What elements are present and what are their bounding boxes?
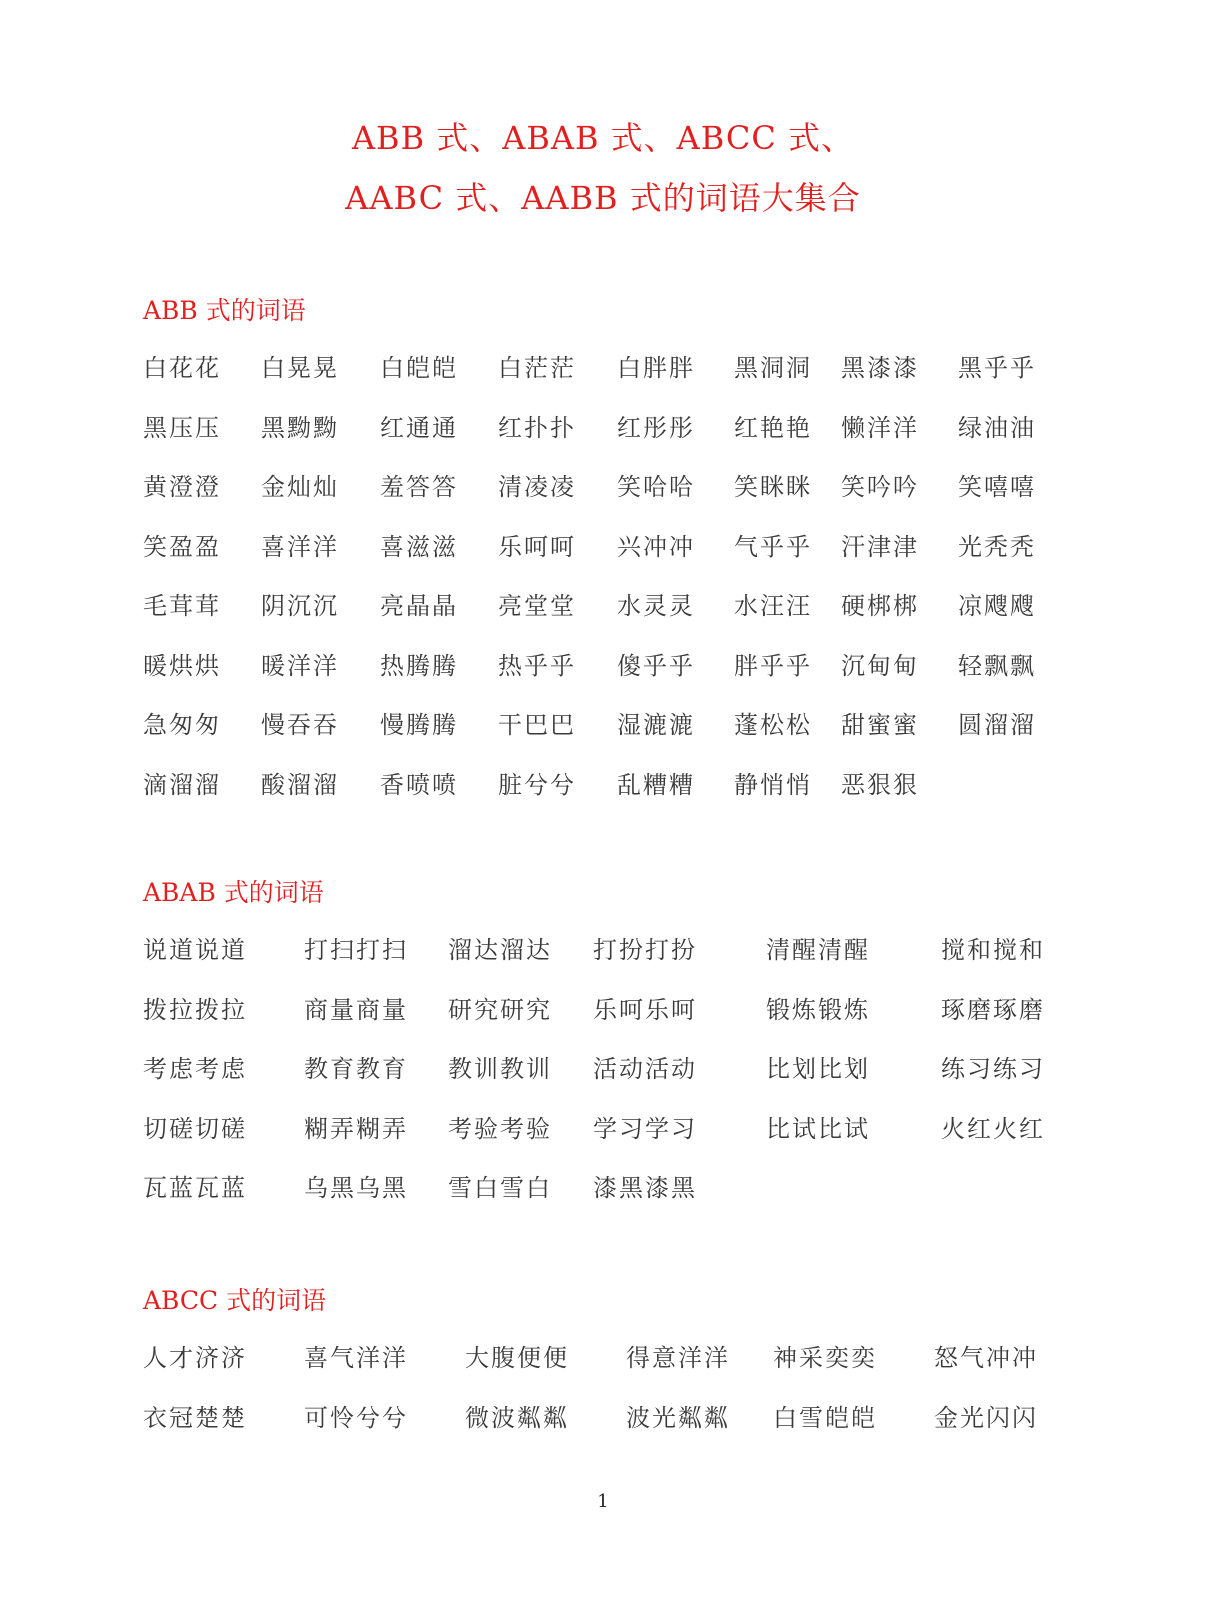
abab-word: 学习学习 bbox=[593, 1114, 697, 1143]
abab-word: 比划比划 bbox=[766, 1055, 870, 1083]
abcc-word: 怒气冲冲 bbox=[934, 1344, 1038, 1372]
abb-section-heading: ABB 式的词语 bbox=[143, 296, 306, 325]
abb-word: 羞答答 bbox=[380, 473, 458, 501]
abb-word: 乐呵呵 bbox=[498, 532, 576, 561]
document-title-line-1: ABB 式、ABAB 式、ABCC 式、 bbox=[351, 119, 855, 157]
abb-word: 干巴巴 bbox=[498, 711, 576, 739]
abb-word: 酸溜溜 bbox=[261, 770, 339, 799]
abab-word: 切磋切磋 bbox=[143, 1114, 247, 1143]
abb-word: 白茫茫 bbox=[498, 354, 576, 382]
abcc-word: 喜气洋洋 bbox=[304, 1344, 408, 1372]
abcc-word: 白雪皑皑 bbox=[773, 1403, 877, 1432]
abb-word: 急匆匆 bbox=[143, 711, 221, 739]
abb-word: 光秃秃 bbox=[958, 532, 1036, 561]
abb-word: 沉甸甸 bbox=[841, 651, 919, 680]
abb-word: 白皑皑 bbox=[380, 354, 458, 382]
abab-word: 考验考验 bbox=[448, 1114, 552, 1143]
abb-word: 湿漉漉 bbox=[617, 711, 695, 739]
abb-word: 胖乎乎 bbox=[734, 651, 812, 680]
abb-word: 亮晶晶 bbox=[380, 592, 458, 620]
abcc-word: 神采奕奕 bbox=[773, 1344, 877, 1372]
abab-word: 琢磨琢磨 bbox=[941, 995, 1045, 1024]
abb-word: 黑漆漆 bbox=[841, 354, 919, 382]
abcc-word: 可怜兮兮 bbox=[304, 1403, 408, 1432]
abab-word: 雪白雪白 bbox=[448, 1174, 552, 1202]
abb-word: 慢腾腾 bbox=[380, 711, 458, 739]
abb-word: 兴冲冲 bbox=[617, 532, 695, 561]
abb-word: 香喷喷 bbox=[380, 770, 458, 799]
abb-word: 清凌凌 bbox=[498, 473, 576, 501]
abab-word: 乌黑乌黑 bbox=[304, 1174, 408, 1202]
abab-word: 比试比试 bbox=[766, 1114, 870, 1143]
abab-word: 清醒清醒 bbox=[766, 936, 870, 964]
abab-word: 漆黑漆黑 bbox=[593, 1174, 697, 1202]
abb-word: 白花花 bbox=[143, 354, 221, 382]
abb-word: 汗津津 bbox=[841, 532, 919, 561]
abab-word: 瓦蓝瓦蓝 bbox=[143, 1174, 247, 1202]
abab-word: 溜达溜达 bbox=[448, 936, 552, 964]
abab-word: 活动活动 bbox=[593, 1055, 697, 1083]
abab-word: 乐呵乐呵 bbox=[593, 995, 697, 1024]
abb-word: 白胖胖 bbox=[617, 354, 695, 382]
abab-word: 练习练习 bbox=[941, 1055, 1045, 1083]
abb-word: 乱糟糟 bbox=[617, 770, 695, 799]
abb-word: 亮堂堂 bbox=[498, 592, 576, 620]
abb-word: 红扑扑 bbox=[498, 413, 576, 442]
abab-word: 火红火红 bbox=[941, 1114, 1045, 1143]
abb-word: 黑乎乎 bbox=[958, 354, 1036, 382]
abb-word: 黑黝黝 bbox=[261, 413, 339, 442]
abab-word: 教育教育 bbox=[304, 1055, 408, 1083]
abb-word: 轻飘飘 bbox=[958, 651, 1036, 680]
abcc-word: 得意洋洋 bbox=[626, 1344, 730, 1372]
abb-word: 喜滋滋 bbox=[380, 532, 458, 561]
abcc-word: 衣冠楚楚 bbox=[143, 1403, 247, 1432]
abb-word: 慢吞吞 bbox=[261, 711, 339, 739]
abab-section-heading: ABAB 式的词语 bbox=[143, 878, 324, 907]
abb-word: 笑嘻嘻 bbox=[958, 473, 1036, 501]
abcc-section-heading: ABCC 式的词语 bbox=[143, 1286, 327, 1315]
abb-word: 暖洋洋 bbox=[261, 651, 339, 680]
abcc-word: 微波粼粼 bbox=[465, 1403, 569, 1432]
abb-word: 黑洞洞 bbox=[734, 354, 812, 382]
abb-word: 懒洋洋 bbox=[841, 413, 919, 442]
abb-word: 喜洋洋 bbox=[261, 532, 339, 561]
abb-word: 热乎乎 bbox=[498, 651, 576, 680]
abb-word: 脏兮兮 bbox=[498, 770, 576, 799]
document-title-line-2: AABC 式、AABB 式的词语大集合 bbox=[345, 179, 861, 217]
abb-word: 绿油油 bbox=[958, 413, 1036, 442]
abb-word: 黑压压 bbox=[143, 413, 221, 442]
abab-word: 搅和搅和 bbox=[941, 936, 1045, 964]
abb-word: 红艳艳 bbox=[734, 413, 812, 442]
abb-word: 阴沉沉 bbox=[261, 592, 339, 620]
abb-word: 圆溜溜 bbox=[958, 711, 1036, 739]
abb-word: 蓬松松 bbox=[734, 711, 812, 739]
abb-word: 红通通 bbox=[380, 413, 458, 442]
abb-word: 暖烘烘 bbox=[143, 651, 221, 680]
abb-word: 气乎乎 bbox=[734, 532, 812, 561]
abb-word: 滴溜溜 bbox=[143, 770, 221, 799]
abab-word: 说道说道 bbox=[143, 936, 247, 964]
abb-word: 凉飕飕 bbox=[958, 592, 1036, 620]
abb-word: 毛茸茸 bbox=[143, 592, 221, 620]
abab-word: 拨拉拨拉 bbox=[143, 995, 247, 1024]
abcc-word: 大腹便便 bbox=[465, 1344, 569, 1372]
abb-word: 甜蜜蜜 bbox=[841, 711, 919, 739]
abb-word: 恶狠狠 bbox=[841, 770, 919, 799]
abab-word: 研究研究 bbox=[448, 995, 552, 1024]
abb-word: 金灿灿 bbox=[261, 473, 339, 501]
abb-word: 水灵灵 bbox=[617, 592, 695, 620]
abb-word: 水汪汪 bbox=[734, 592, 812, 620]
abcc-word: 波光粼粼 bbox=[626, 1403, 730, 1432]
abb-word: 硬梆梆 bbox=[841, 592, 919, 620]
abab-word: 考虑考虑 bbox=[143, 1055, 247, 1083]
abb-word: 红彤彤 bbox=[617, 413, 695, 442]
abcc-word: 人才济济 bbox=[143, 1344, 247, 1372]
abab-word: 商量商量 bbox=[304, 995, 408, 1024]
abb-word: 笑眯眯 bbox=[734, 473, 812, 501]
abb-word: 笑哈哈 bbox=[617, 473, 695, 501]
abb-word: 傻乎乎 bbox=[617, 651, 695, 680]
abab-word: 糊弄糊弄 bbox=[304, 1114, 408, 1143]
abab-word: 打扮打扮 bbox=[593, 936, 697, 964]
abb-word: 白晃晃 bbox=[261, 354, 339, 382]
abb-word: 静悄悄 bbox=[734, 770, 812, 799]
abcc-word: 金光闪闪 bbox=[934, 1403, 1038, 1432]
abab-word: 打扫打扫 bbox=[304, 936, 408, 964]
abab-word: 教训教训 bbox=[448, 1055, 552, 1083]
abab-word: 锻炼锻炼 bbox=[766, 995, 870, 1024]
abb-word: 黄澄澄 bbox=[143, 473, 221, 501]
abb-word: 笑盈盈 bbox=[143, 532, 221, 561]
abb-word: 笑吟吟 bbox=[841, 473, 919, 501]
abb-word: 热腾腾 bbox=[380, 651, 458, 680]
page-number: 1 bbox=[597, 1491, 609, 1512]
